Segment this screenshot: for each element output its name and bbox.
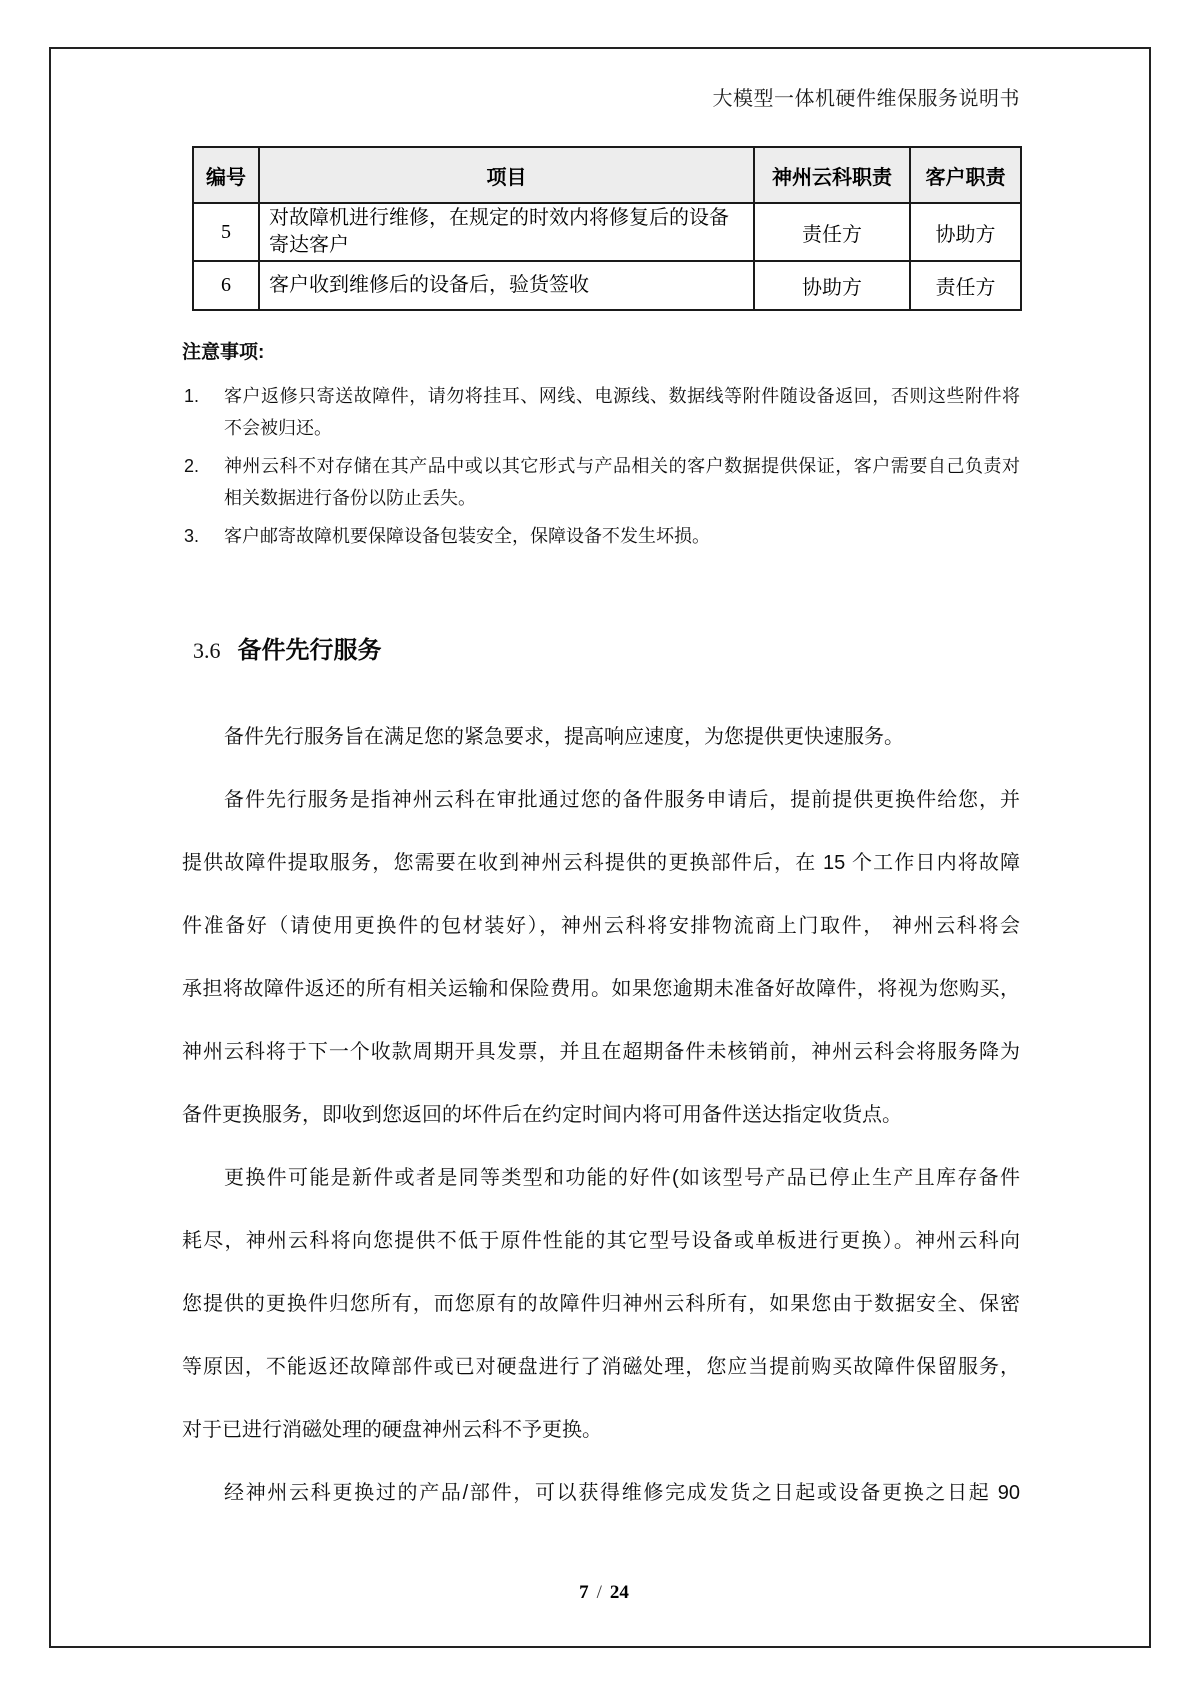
cell-vendor-role: 责任方 [754,203,910,261]
note-line: 神州云科不对存储在其产品中或以其它形式与产品相关的客户数据提供保证，客户需要自己负责对 [224,456,1020,476]
body-line: 耗尽，神州云科将向您提供不低于原件性能的其它型号设备或单板进行更换）。神州云科向 [182,1230,1020,1252]
column-header-vendor-duty: 神州云科职责 [754,147,910,203]
page-number-separator: / [596,1582,602,1603]
body-line: 备件先行服务旨在满足您的紧急要求，提高响应速度，为您提供更快速服务。 [224,726,904,748]
body-line: 备件更换服务，即收到您返回的坏件后在约定时间内将可用备件送达指定收货点。 [182,1104,902,1126]
notes-heading: 注意事项: [182,342,265,363]
cell-item-line: 寄达客户 [269,234,349,256]
column-header-item: 项目 [259,147,754,203]
cell-item-description [259,203,754,261]
cell-customer-role: 协助方 [910,203,1021,261]
note-body [224,380,1020,444]
table-row [193,261,1021,310]
notes-section [182,340,1020,558]
note-number: 1. [184,386,200,406]
table-header-row [193,147,1021,203]
cell-row-number: 5 [193,203,259,261]
note-body [224,450,1020,514]
body-line: 对于已进行消磁处理的硬盘神州云科不予更换。 [182,1419,602,1441]
body-line: 提供故障件提取服务，您需要在收到神州云科提供的更换部件后，在 15 个工作日内将故障 [182,852,1020,874]
body-paragraphs [182,706,1020,1525]
cell-item-description [259,261,754,310]
page-number-total: 24 [609,1582,629,1603]
note-body [224,520,1020,552]
body-line: 等原因，不能返还故障部件或已对硬盘进行了消磁处理，您应当提前购买故障件保留服务， [182,1356,1020,1378]
table-row [193,203,1021,261]
cell-customer-role: 责任方 [910,261,1021,310]
body-line: 件准备好（请使用更换件的包材装好），神州云科将安排物流商上门取件， 神州云科将会 [182,915,1020,937]
note-item [182,380,1020,444]
note-line: 相关数据进行备份以防止丢失。 [224,488,476,508]
note-number: 3. [184,526,200,546]
body-line: 神州云科将于下一个收款周期开具发票，并且在超期备件未核销前，神州云科会将服务降为 [182,1041,1020,1063]
body-line: 备件先行服务是指神州云科在审批通过您的备件服务申请后，提前提供更换件给您，并 [224,789,1020,811]
note-item [182,520,1020,552]
body-line: 经神州云科更换过的产品/部件，可以获得维修完成发货之日起或设备更换之日起 90 [224,1482,1020,1504]
page-number-current: 7 [579,1582,589,1603]
section-number: 3.6 [193,638,221,663]
note-number: 2. [184,456,200,476]
body-line: 您提供的更换件归您所有，而您原有的故障件归神州云科所有，如果您由于数据安全、保密 [182,1293,1020,1315]
section-heading [193,630,382,665]
note-line: 客户邮寄故障机要保障设备包装安全，保障设备不发生坏损。 [224,526,710,546]
body-line: 承担将故障件返还的所有相关运输和保险费用。如果您逾期未准备好故障件，将视为您购买， [182,978,1020,1000]
column-header-customer-duty: 客户职责 [910,147,1021,203]
section-title: 备件先行服务 [237,637,382,664]
column-header-number: 编号 [193,147,259,203]
cell-vendor-role: 协助方 [754,261,910,310]
note-item [182,450,1020,514]
responsibility-table [192,146,1022,311]
cell-row-number: 6 [193,261,259,310]
note-line: 客户返修只寄送故障件，请勿将挂耳、网线、电源线、数据线等附件随设备返回，否则这些附件将 [224,386,1020,406]
cell-item-line: 对故障机进行维修，在规定的时效内将修复后的设备 [269,207,729,229]
note-line: 不会被归还。 [224,418,332,438]
cell-item-line: 客户收到维修后的设备后，验货签收 [269,274,589,296]
page-footer [0,1582,1200,1604]
body-line: 更换件可能是新件或者是同等类型和功能的好件(如该型号产品已停止生产且库存备件 [224,1167,1020,1189]
page-header-title: 大模型一体机硬件维保服务说明书 [712,88,1020,110]
